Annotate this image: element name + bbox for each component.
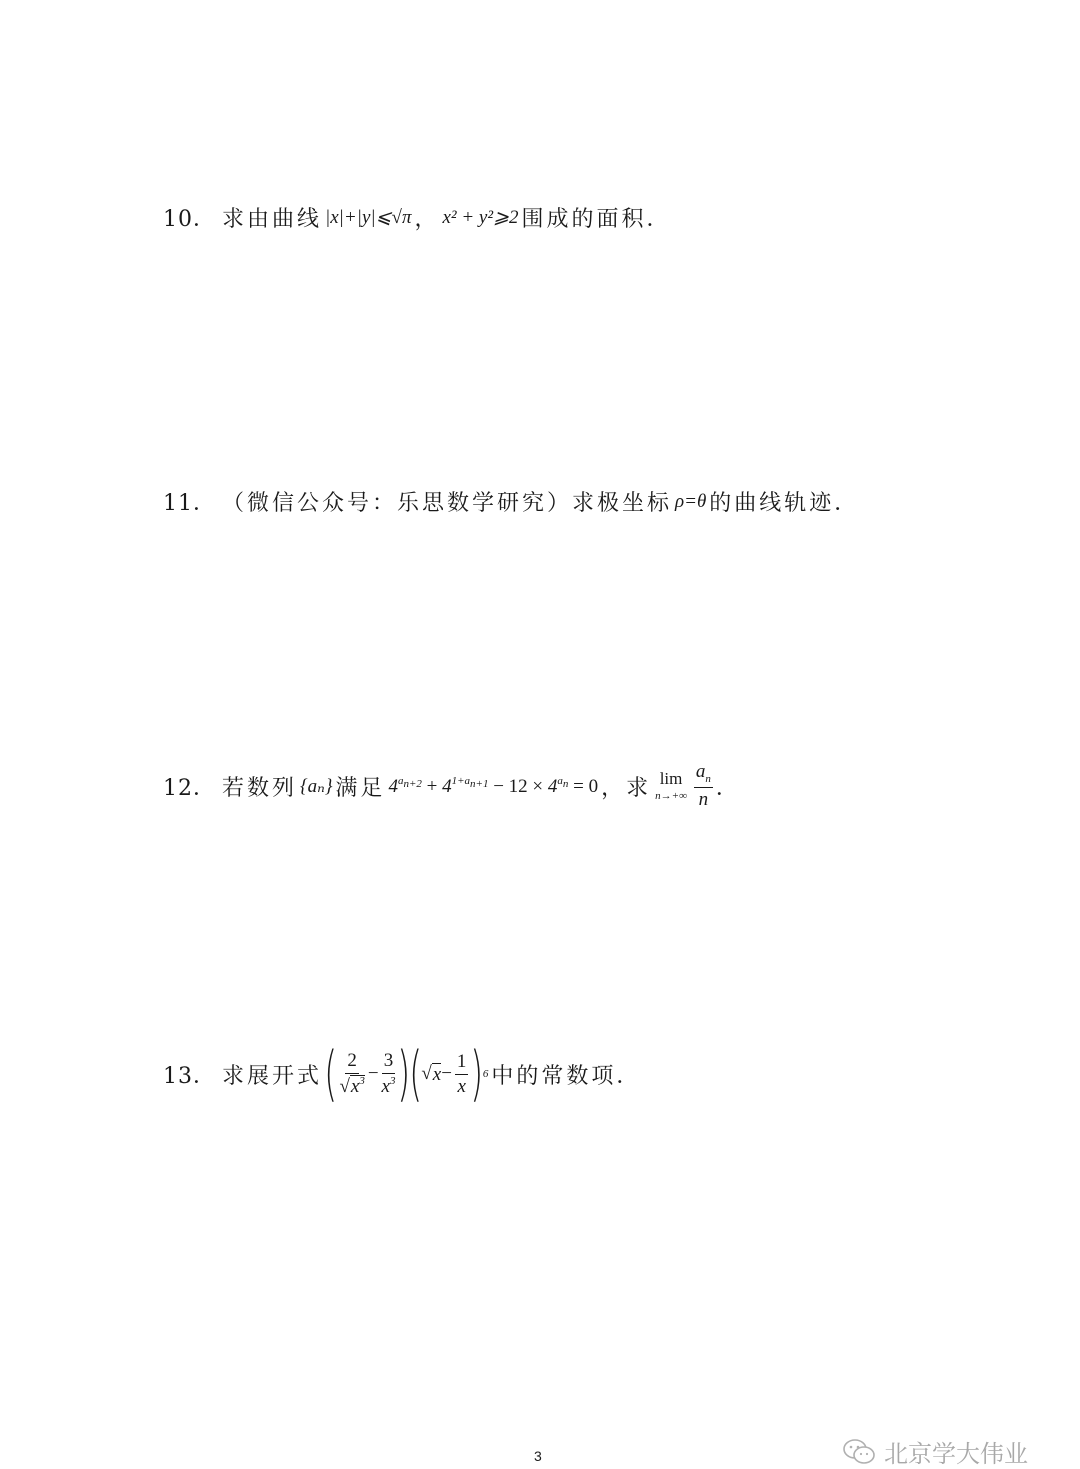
limit-fraction: $\frac{a_n}{n}$ (695, 761, 711, 811)
problem-12 (163, 762, 741, 810)
problem-text: 的曲线轨迹． (709, 491, 860, 516)
problem-text: ，求 (601, 775, 652, 801)
problem-text: 满足 (335, 775, 386, 801)
problem-number: 13． (163, 1063, 216, 1089)
limit-operator: lim n→+∞ (655, 769, 687, 803)
math-expression: ρ=θ (675, 490, 707, 512)
math-expression: x² + y²⩾2 (442, 207, 519, 228)
math-expression: |x|+|y|⩽√π (325, 207, 412, 228)
problem-text: 求由曲线 (222, 207, 323, 232)
problem-text: 围成的面积． (521, 207, 672, 232)
math-equation: $4^{a_{n+2}} + 4^{1+a_{n+1}} - 12 \times 4^{a_n} = 0$ (388, 774, 599, 797)
page-number: 3 (534, 1448, 542, 1464)
wechat-icon (842, 1438, 876, 1466)
watermark-text: 北京学大伟业 (884, 1440, 1028, 1468)
problem-number: 10． (163, 207, 216, 232)
problem-13 (163, 1039, 642, 1109)
problem-text: ． (715, 775, 741, 801)
problem-text: （微信公众号：乐思数学研究）求极坐标 (222, 491, 673, 516)
math-expression: ( $\frac{2}{√x^3}$ − $\frac{3}{x^3}$ ) ( √ x − $\frac{1}{x}$ ) 6 (324, 1039, 489, 1109)
sequence-symbol: {aₙ} (300, 775, 333, 797)
problem-10 (163, 202, 672, 233)
problem-number: 12． (163, 775, 216, 801)
problem-text: 中的常数项． (491, 1063, 642, 1089)
problem-text: 求展开式 (222, 1063, 323, 1089)
comma: ， (414, 207, 440, 232)
problem-number: 11． (163, 491, 216, 516)
problem-text: 若数列 (222, 775, 298, 801)
problem-11 (163, 486, 859, 517)
